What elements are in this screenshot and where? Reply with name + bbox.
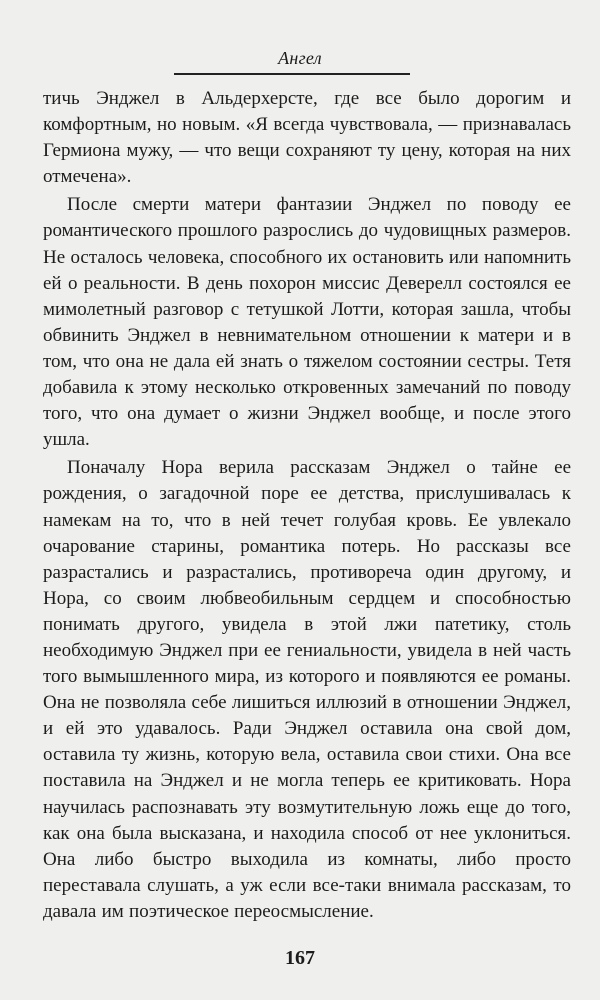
page-number: 167: [285, 947, 315, 969]
running-header: Ангел: [278, 48, 322, 68]
body-text: [43, 86, 571, 925]
paragraph: После смерти матери фантазии Энджел по поводу ее романтического прошлого разрослись до чудовищных размеров. Не осталось человека, способного их остановить или напомнить ей о реальности. В день похорон миссис Деверелл состоялся ее мимолетный разговор с тетушкой Лотти, которая зашла, чтобы обвинить Энджел в невнимательном отношении к матери и в том, что она не дала ей знать о тяжелом состоянии сестры. Тетя добавила к этому несколько откровенных замечаний по поводу того, что она думает о жизни Энджел вообще, и после этого ушла.: [43, 194, 571, 451]
paragraph: Поначалу Нора верила рассказам Энджел о тайне ее рождения, о загадочной поре ее детства, прислушивалась к намекам на то, что в ней течет голубая кровь. Ее увлекало очарование старины, романтика потерь. Но рассказы все разрастались и разрастались, противореча один другому, и Нора, со своим любвеобильным сердцем и способностью понимать другого, увидела в этой лжи патетику, столь необходимую Энджел при ее гениальности, увидела в ней часть того вымышленного мира, из которого и появляются ее романы. Она не позволяла себе лишиться иллюзий в отношении Энджел, и ей это удавалось. Ради Энджел оставила она свой дом, оставила ту жизнь, которую вела, оставила свои стихи. Она все поставила на Энджел и не могла теперь ее критиковать. Нора научилась распознавать эту возмутительную ложь еще до того, как она была высказана, и находила способ от нее уклониться. Она либо быстро выходила из комнаты, либо просто переставала слушать, а уж если все-таки внимала рассказам, то давала им поэтическое переосмысление.: [43, 457, 571, 922]
paragraph-continued: тичь Энджел в Альдерхерсте, где все было дорогим и комфортным, но новым. «Я всегда чувствовала, — признавалась Гермиона мужу, — что вещи сохраняют ту цену, которая на них отмечена».: [43, 88, 571, 188]
header-rule: [174, 73, 410, 75]
